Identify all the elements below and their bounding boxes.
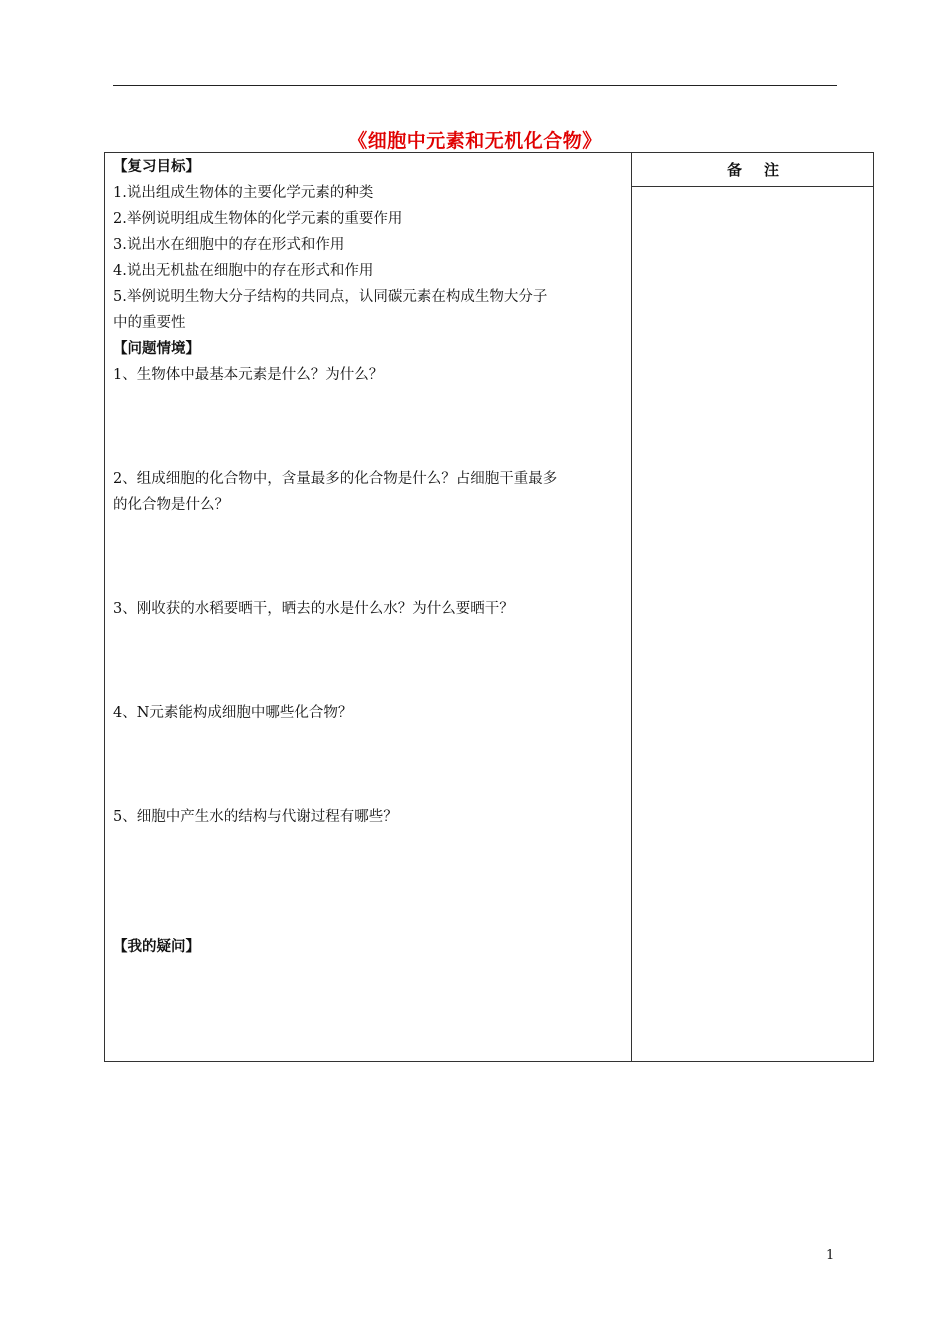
header-rule <box>113 85 837 86</box>
section-review-goals: 【复习目标】 <box>113 159 200 175</box>
page-number: 1 <box>826 1248 835 1263</box>
document-title: 《细胞中元素和无机化合物》 <box>348 130 602 152</box>
goal-item: 3.说出水在细胞中的存在形式和作用 <box>113 237 345 253</box>
goal-item-continued: 中的重要性 <box>113 315 186 331</box>
section-my-questions: 【我的疑问】 <box>113 939 200 955</box>
goal-item: 4.说出无机盐在细胞中的存在形式和作用 <box>113 263 374 279</box>
question-item: 3、刚收获的水稻要晒干，晒去的水是什么水？为什么要晒干？ <box>113 601 514 617</box>
goal-item: 2.举例说明组成生物体的化学元素的重要作用 <box>113 211 403 227</box>
goal-item: 5.举例说明生物大分子结构的共同点，认同碳元素在构成生物大分子 <box>113 289 548 305</box>
question-item: 4、N元素能构成细胞中哪些化合物？ <box>113 705 353 721</box>
worksheet-table <box>104 152 874 1062</box>
question-item: 5、细胞中产生水的结构与代谢过程有哪些？ <box>113 809 398 825</box>
section-problem-context: 【问题情境】 <box>113 341 200 357</box>
remarks-header: 备注 <box>632 153 874 187</box>
question-item: 1、生物体中最基本元素是什么？为什么？ <box>113 367 384 383</box>
column-divider <box>631 153 632 1061</box>
goal-item: 1.说出组成生物体的主要化学元素的种类 <box>113 185 374 201</box>
question-item-continued: 的化合物是什么？ <box>113 497 229 513</box>
question-item: 2、组成细胞的化合物中，含量最多的化合物是什么？占细胞干重最多 <box>113 471 558 487</box>
